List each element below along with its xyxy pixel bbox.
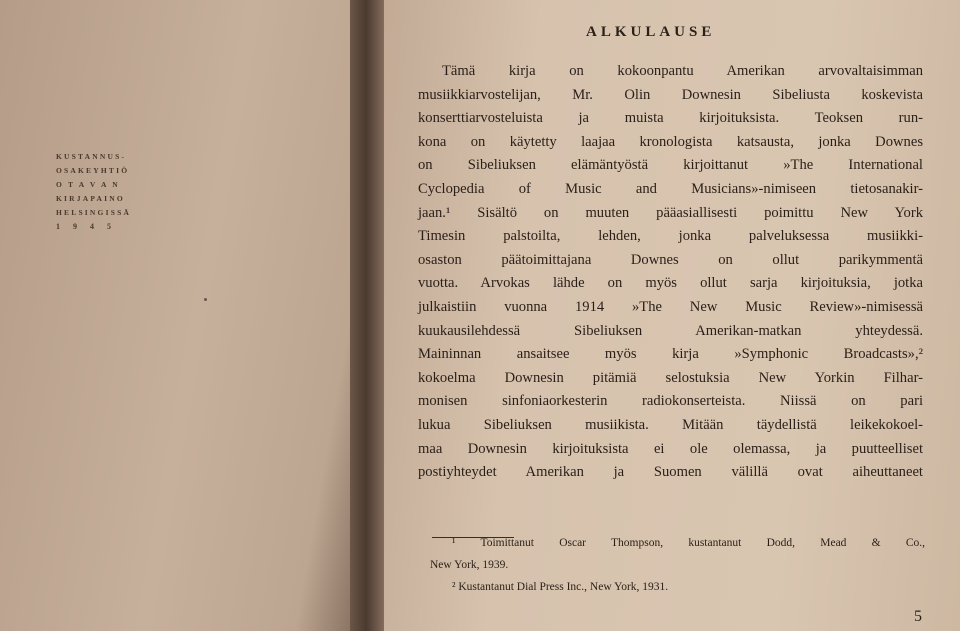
text-line: on Sibeliuksen elämäntyöstä kirjoittanut »The International <box>418 157 923 174</box>
text-line: maa Downesin kirjoituksista ei ole olemassa, ja puutteelliset <box>418 440 923 457</box>
imprint-line: HELSINGISSÄ <box>56 208 132 217</box>
footnotes <box>430 532 925 598</box>
text-line: musiikkiarvostelijan, Mr. Olin Downesin Sibeliusta koskevista <box>418 86 923 103</box>
text-line: konserttiarvosteluista ja muista kirjoituksista. Teoksen run- <box>418 110 923 127</box>
text-line: kokoelma Downesin pitämiä selostuksia New Yorkin Filhar- <box>418 369 923 386</box>
text-line: postiyhteydet Amerikan ja Suomen välillä ovat aiheuttaneet <box>418 464 923 481</box>
text-line: monisen sinfoniaorkesterin radiokonserteista. Niissä on pari <box>418 393 923 410</box>
imprint-line: OSAKEYHTIÖ <box>56 166 130 175</box>
text-line: Timesin palstoilta, lehden, jonka palveluksessa musiikki- <box>418 228 923 245</box>
imprint-year: 1945 <box>56 222 124 231</box>
footnote-1-continuation: New York, 1939. <box>430 559 509 571</box>
text-line: julkaistiin vuonna 1914 »The New Music Review»-nimisessä <box>418 298 923 315</box>
publisher-imprint <box>56 150 176 234</box>
page-title: ALKULAUSE <box>586 24 716 40</box>
text-line: Maininnan ansaitsee myös kirja »Symphonic Broadcasts»,² <box>418 346 923 363</box>
text-line: Tämä kirja on kokoonpantu Amerikan arvovaltaisimman <box>442 63 923 79</box>
imprint-line: O T A V A N <box>56 180 120 189</box>
page-speck <box>204 298 207 301</box>
text-line: kona on käytetty laajaa kronologista katsausta, jonka Downes <box>418 133 923 150</box>
left-page <box>0 0 350 631</box>
body-text <box>418 60 923 485</box>
book-gutter <box>350 0 386 631</box>
text-line: osaston päätoimittajana Downes on ollut parikymmentä <box>418 251 923 268</box>
page-number: 5 <box>914 608 922 625</box>
imprint-line: KIRJAPAINO <box>56 194 125 203</box>
imprint-line: KUSTANNUS- <box>56 152 127 161</box>
text-line: vuotta. Arvokas lähde on myös ollut sarja kirjoituksia, jotka <box>418 275 923 292</box>
footnote-2: ² Kustantanut Dial Press Inc., New York, 1931. <box>452 581 669 593</box>
footnote-1: ¹ Toimittanut Oscar Thompson, kustantanut Dodd, Mead & Co., <box>452 537 925 549</box>
text-line: Cyclopedia of Music and Musicians»-nimiseen tietosanakir- <box>418 180 923 197</box>
text-line: lukua Sibeliuksen musiikista. Mitään täydellistä leikekokoel- <box>418 416 923 433</box>
text-line: kuukausilehdessä Sibeliuksen Amerikan-matkan yhteydessä. <box>418 322 923 339</box>
text-line: jaan.¹ Sisältö on muuten pääasiallisesti poimittu New York <box>418 204 923 221</box>
